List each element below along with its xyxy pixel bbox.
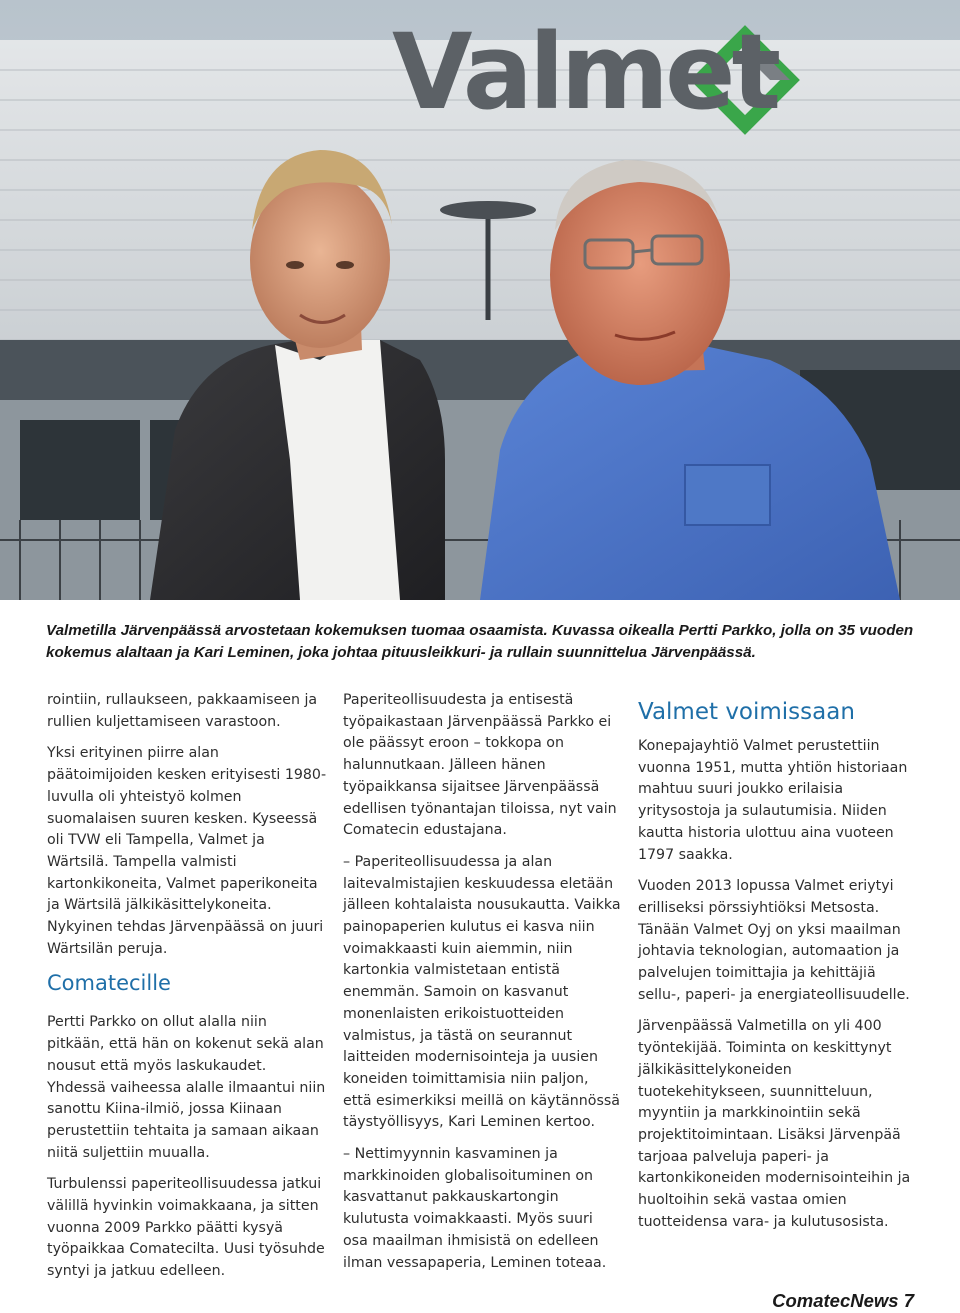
photo-caption: Valmetilla Järvenpäässä arvostetaan kokemuksen tuomaa osaamista. Kuvassa oikealla Pertti Parkko, jolla on 35 vuoden kokemus alaltaan ja Kari Leminen, joka johtaa pituusleikkuri- ja rullain suunnittelua Järvenpäässä.	[46, 622, 914, 661]
paragraph: – Paperiteollisuudessa ja alan laitevalmistajien keskuudessa eletään jälleen kohtalaista nousukautta. Vaikka painopaperien kulutus ei kasva niin voimakkaasti kuin aiemmin, niin kartonkia valmistetaan entistä enemmän. Samoin on kasvanut monenlaisten erikoistuotteiden valmistus, ja tästä on seurannut laitteiden modernisointeja ja uusien koneiden toimittamisia niin paljon, että esimerkiksi meillä on käytännössä täystyöllisyys, Kari Leminen kertoo.	[343, 853, 621, 1131]
page-footer: ComatecNews 7	[772, 1290, 914, 1311]
paragraph: Yksi erityinen piirre alan päätoimijoiden kesken erityisesti 1980-luvulla oli yhteistyö kolmen suomalaisen suuren kesken. Kyseessä oli TVW eli Tampella, Valmet ja Wärtsilä. Tampella valmisti kartonkikoneita, Valmet paperikoneita ja Wärtsilä jälkikäsittelykoneita. Nykyinen tehdas Järvenpäässä on juuri Wärtsilän peruja.	[47, 745, 327, 957]
cover-photo	[0, 0, 960, 600]
article-column-2	[343, 690, 621, 1284]
section-heading-comatecille: Comatecille	[47, 971, 171, 996]
paragraph: Turbulenssi paperiteollisuudessa jatkui välillä hyvinkin voimakkaana, ja sitten vuonna 2009 Parkko päätti kysyä työpaikkaa Comatecilta. Uusi työsuhde syntyi ja jatkuu edelleen.	[47, 1176, 325, 1280]
sidebar-heading: Valmet voimissaan	[638, 699, 855, 725]
paragraph: Paperiteollisuudesta ja entisestä työpaikastaan Järvenpäässä Parkko ei ole päässyt eroon – tokkopa on halunnutkaan. Jälleen hänen työpaikkansa sijaitsee Järvenpäässä edellisen työnantajan tiloissa, nyt vain Comatecin edustajana.	[343, 692, 617, 839]
paragraph: – Nettimyynnin kasvaminen ja markkinoiden globalisoituminen on kasvattanut pakkauskartongin kulutusta voimakkaasti. Myös suuri osa maailman ihmisistä on edelleen ilman vessapaperia, Leminen toteaa.	[343, 1146, 607, 1271]
paragraph: Konepajayhtiö Valmet perustettiin vuonna 1951, mutta yhtiön historiaan mahtuu suuri joukko erilaisia yritysostoja ja sulautumisia. Niiden kautta historia ulottuu aina vuoteen 1797 saakka.	[638, 738, 908, 863]
paragraph: Vuoden 2013 lopussa Valmet eriytyi erilliseksi pörssiyhtiöksi Metsosta. Tänään Valmet Oyj on yksi maailman johtavia teknologian, automaation ja palvelujen toimittajia ja kehittäjiä sellu-, paperi- ja energiateollisuudelle.	[638, 878, 910, 1003]
paragraph: rointiin, rullaukseen, pakkaamiseen ja rullien kuljettamiseen varastoon.	[47, 692, 318, 730]
paragraph: Pertti Parkko on ollut alalla niin pitkään, että hän on kokenut sekä alan nousut että myös laskukaudet. Yhdessä vaiheessa alalle ilmaantui niin sanottu Kiina-ilmiö, jossa Kiinaan perustettiin tehtaita ja samaan aikaan niitä suljettiin muualla.	[47, 1014, 326, 1161]
article-column-1	[47, 690, 327, 1293]
valmet-sign: Valmet	[392, 11, 778, 133]
photo-caption-band	[0, 600, 960, 670]
sidebar-column	[638, 698, 922, 1243]
paragraph: Järvenpäässä Valmetilla on yli 400 työntekijää. Toiminta on keskittynyt jälkikäsittelykoneiden tuotekehitykseen, suunnitteluun, myyntiin ja markkinointiin sekä projektitoimintaan. Lisäksi Järvenpää tarjoaa palveluja paperi- ja kartonkikoneiden modernisointeihin ja huoltoihin sekä vastaa omien tuotteidensa vara- ja kulutusosista.	[638, 1018, 911, 1230]
